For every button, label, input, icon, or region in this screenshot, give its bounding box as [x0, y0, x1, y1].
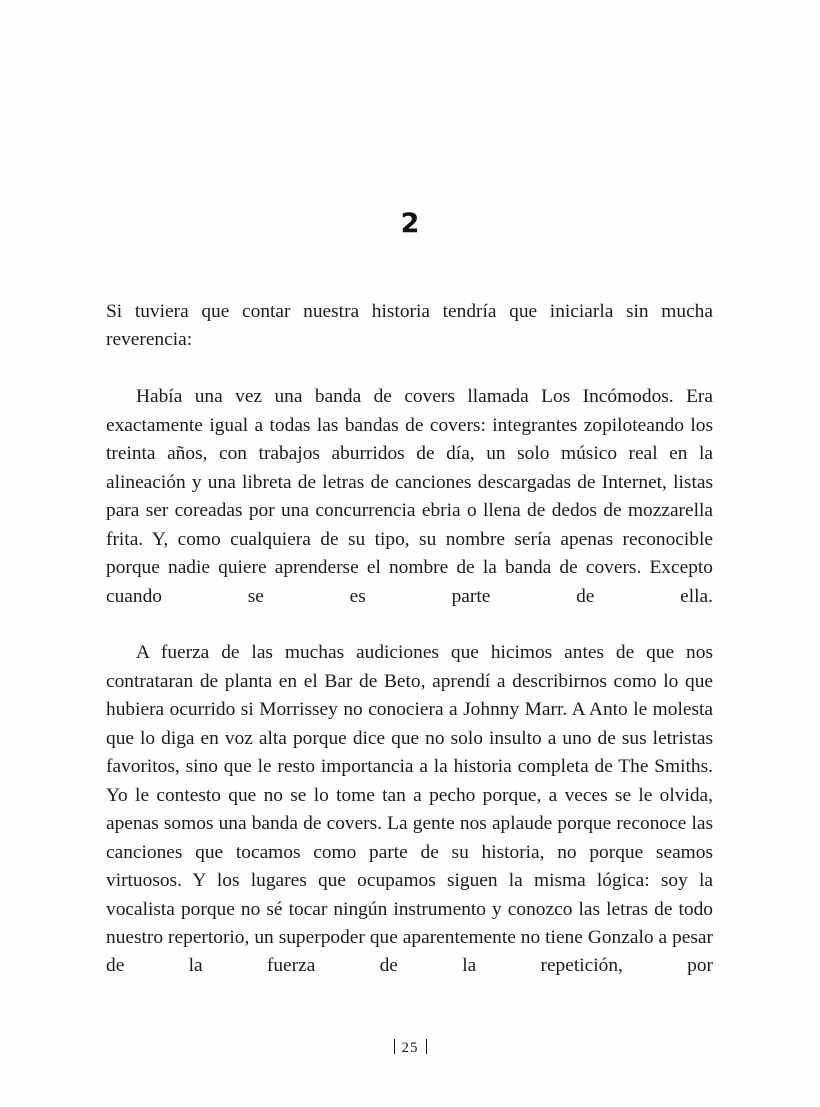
body-text-column — [106, 298, 713, 1009]
chapter-number: 2 — [400, 208, 420, 239]
folio-rule-left — [394, 1039, 395, 1054]
paragraph: A fuerza de las muchas audiciones que hicimos antes de que nos contrataran de planta en el Bar de Beto, aprendí a describirnos como lo que hubiera ocurrido si Morrissey no conociera a Johnny Marr. A Anto le molesta que lo diga en voz alta porque dice que no solo insulto a uno de sus letristas favoritos, sino que le resto importancia a la historia completa de The Smiths. Yo le contesto que no se lo tome tan a pecho porque, a veces se le olvida, apenas somos una banda de covers. La gente nos aplaude porque reconoce las canciones que tocamos como parte de su historia, no porque seamos virtuosos. Y los lugares que ocupamos siguen la misma lógica: soy la vocalista porque no sé tocar ningún instrumento y conozco las letras de todo nuestro repertorio, un superpoder que aparentemente no tiene Gonzalo a pesar de la fuerza de la repetición, por — [106, 642, 713, 977]
paragraph: Había una vez una banda de covers llamada Los Incómodos. Era exactamente igual a todas las bandas de covers: integrantes zopiloteando los treinta años, con trabajos aburridos de día, un solo músico real en la alineación y una libreta de letras de canciones descargadas de Internet, listas para ser coreadas por una concurrencia ebria o llena de dedos de mozzarella frita. Y, como cualquiera de su tipo, su nombre sería apenas reconocible porque nadie quiere aprenderse el nombre de la banda de covers. Excepto cuando se es parte de ella. — [106, 386, 713, 607]
paragraph: Si tuviera que contar nuestra historia tendría que iniciarla sin mucha reverencia: — [106, 301, 713, 351]
page-number: 25 — [401, 1040, 419, 1056]
page-footer — [0, 1039, 820, 1057]
folio-rule-right — [426, 1039, 427, 1054]
